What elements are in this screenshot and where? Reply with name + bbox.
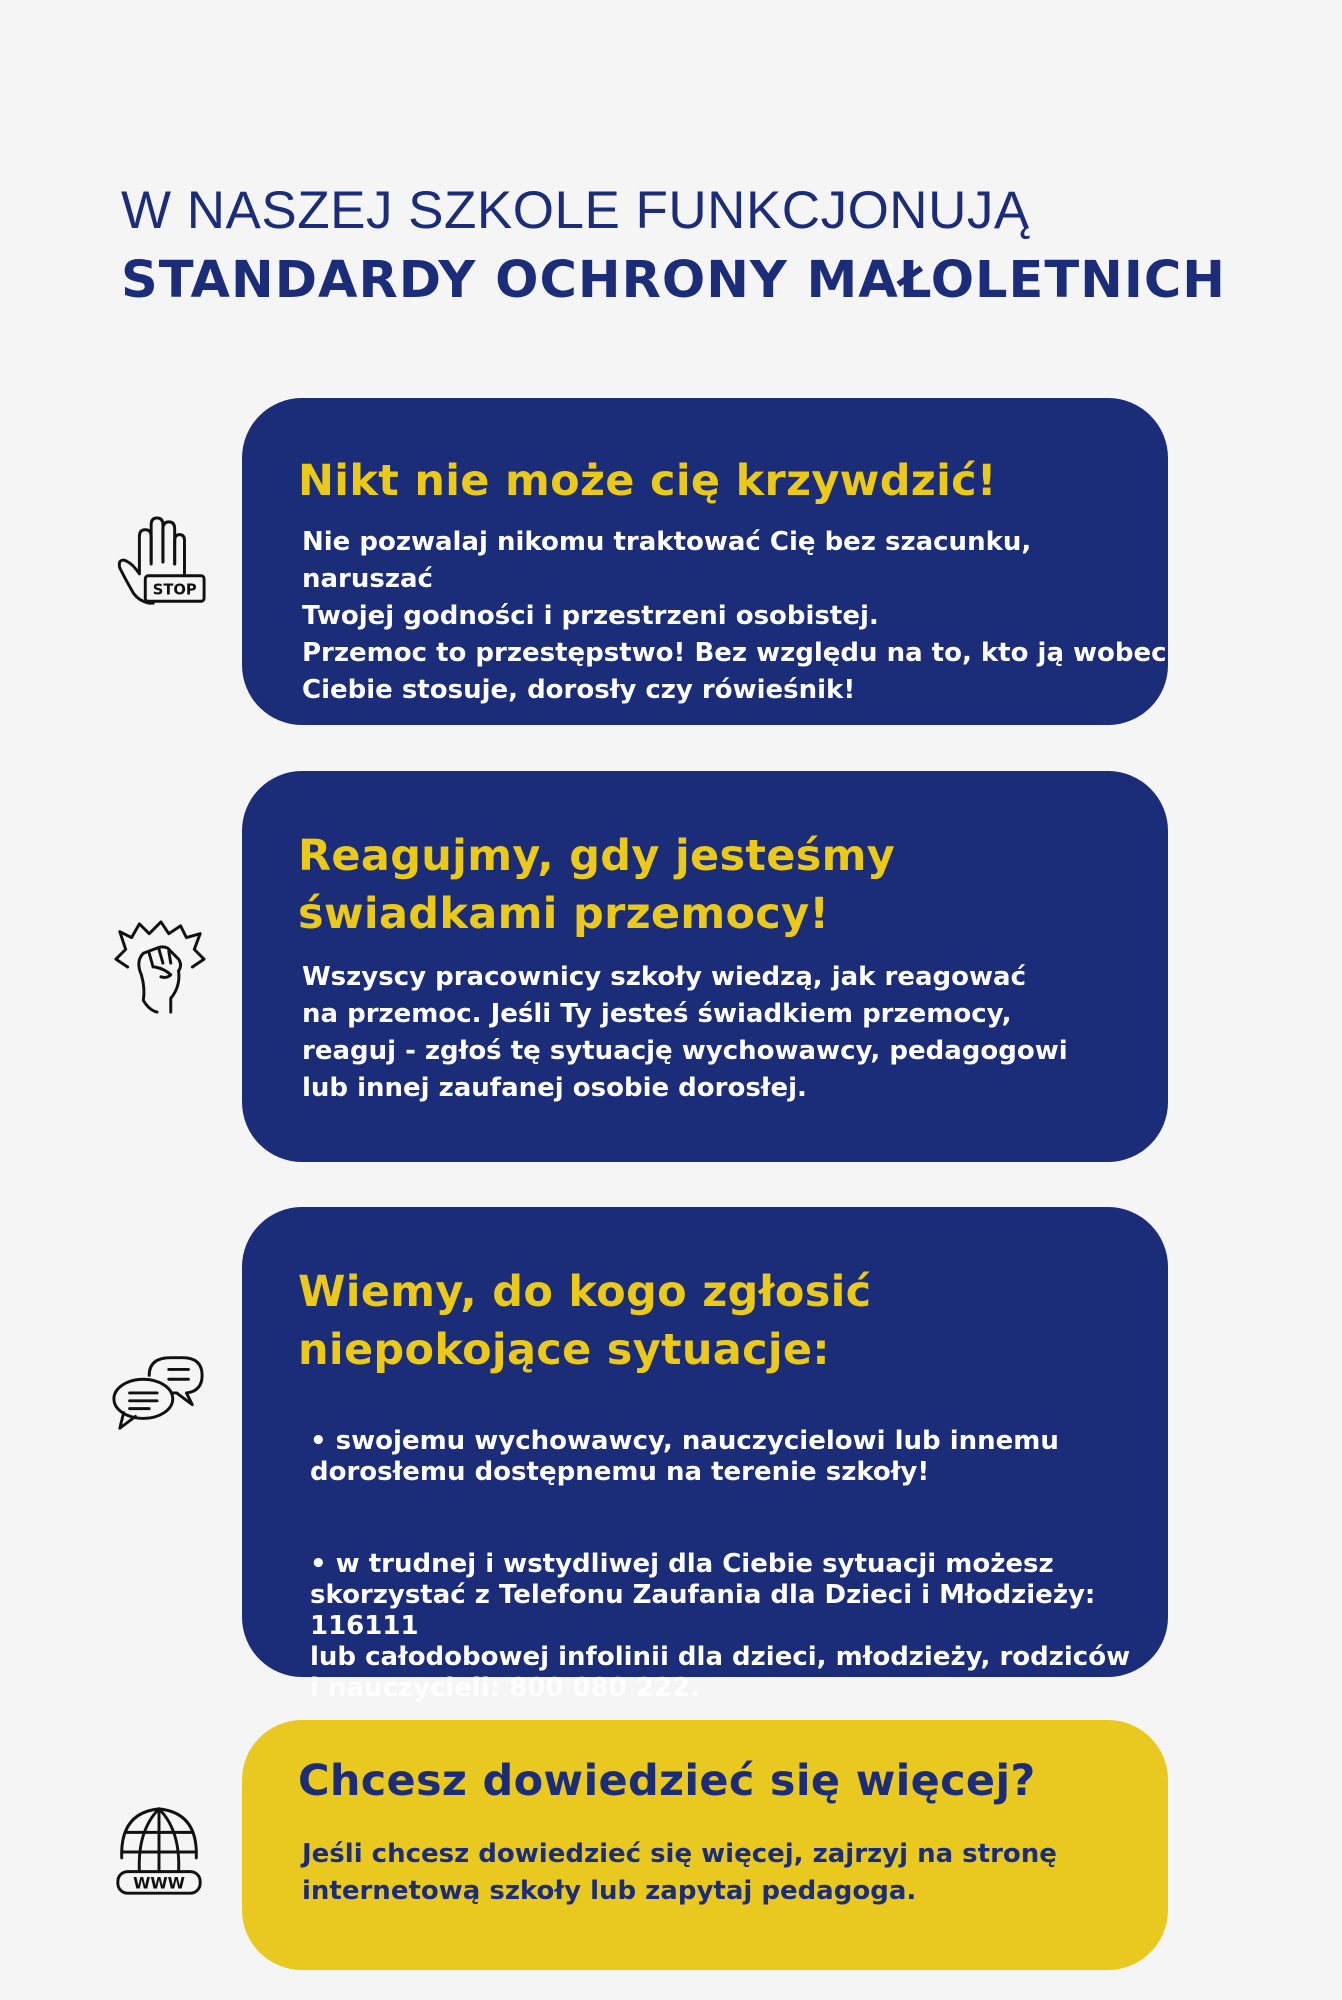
card-report xyxy=(242,1207,1168,1703)
card-no-harm xyxy=(242,398,1168,725)
fist-icon xyxy=(110,918,208,1016)
chat-bubbles-icon xyxy=(110,1342,208,1440)
card-report-bullets xyxy=(310,1395,1168,1735)
card-no-harm-title: Nikt nie może cię krzywdzić! xyxy=(298,456,997,506)
card-no-harm-body: Nie pozwalaj nikomu traktować Cię bez szacunku, naruszać Twojej godności i przestrzeni osobistej. Przemoc to przestępstwo! Bez względu na to, kto ją wobec Ciebie stosuje, dorosły czy rówieśnik! xyxy=(302,527,1167,705)
card-witness xyxy=(242,771,1168,1162)
stop-icon-label: STOP xyxy=(152,581,197,599)
card-witness-body: Wszyscy pracownicy szkoły wiedzą, jak reagować na przemoc. Jeśli Ty jesteś świadkiem przemocy, reaguj - zgłoś tę sytuację wychowawcy, pedagogowi lub innej zaufanej osobie dorosłej. xyxy=(302,962,1068,1103)
header-line-2: STANDARDY OCHRONY MAŁOLETNICH xyxy=(121,251,1226,310)
page-header xyxy=(121,178,1271,314)
list-item: • w trudnej i wstydliwej dla Ciebie sytuacji możesz skorzystać z Telefonu Zaufania dla Dzieci i Młodzieży: 116111 lub całodobowej infolinii dla dzieci, młodzieży, rodziców i nauczycieli: 800 080 222. xyxy=(310,1549,1131,1703)
www-icon-label: WWW xyxy=(133,1873,185,1893)
card-report-title: Wiemy, do kogo zgłosić niepokojące sytuacje: xyxy=(298,1267,872,1375)
stop-hand-icon xyxy=(110,515,208,613)
header-line-1: W NASZEJ SZKOLE FUNKCJONUJĄ xyxy=(121,181,1030,240)
card-learn-more-title: Chcesz dowiedzieć się więcej? xyxy=(298,1756,1036,1806)
card-learn-more xyxy=(242,1720,1168,1970)
globe-www-icon xyxy=(110,1803,208,1901)
card-witness-title: Reagujmy, gdy jesteśmy świadkami przemocy! xyxy=(298,831,896,939)
list-item: • swojemu wychowawcy, nauczycielowi lub innemu dorosłemu dostępnemu na terenie szkoły! xyxy=(310,1426,1059,1487)
card-learn-more-body: Jeśli chcesz dowiedzieć się więcej, zajrzyj na stronę internetową szkoły lub zapytaj pedagoga. xyxy=(302,1839,1057,1906)
